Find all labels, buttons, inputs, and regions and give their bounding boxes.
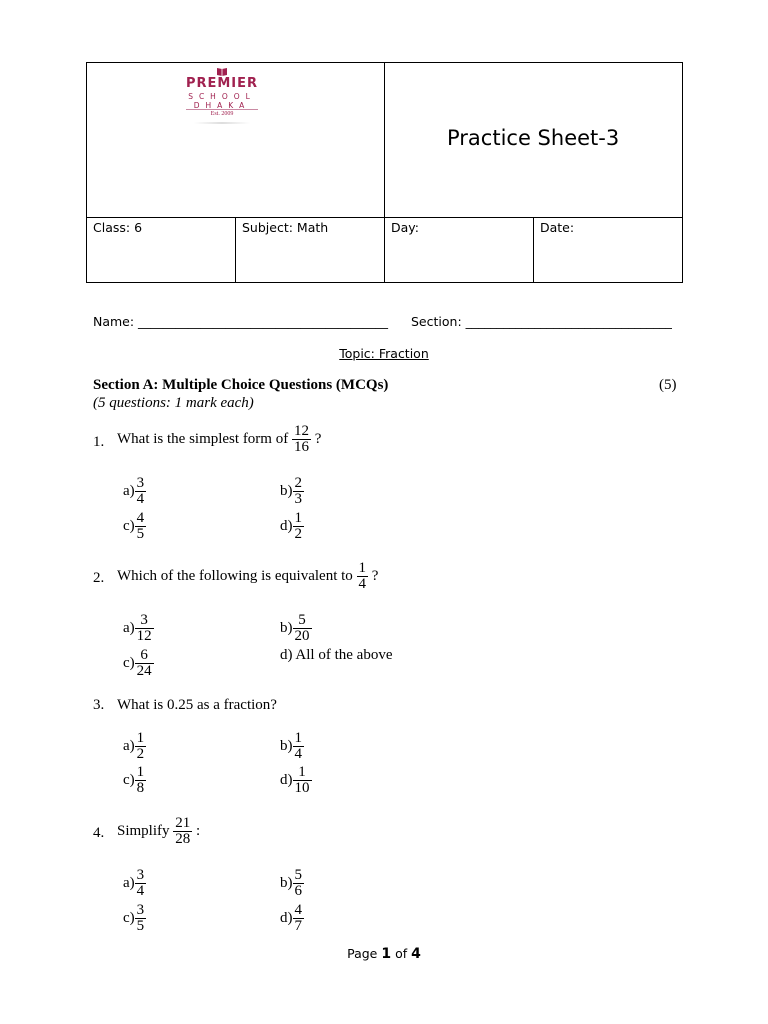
option-4d[interactable]: d) $\frac{4}{7}$ xyxy=(280,902,302,934)
option-2b[interactable]: b) $\frac{5}{20}$ xyxy=(280,612,310,644)
header-divider-class-subject xyxy=(235,217,236,283)
question-text: What is the simplest form of xyxy=(117,430,289,447)
question-4 xyxy=(117,816,200,847)
date-label: Date: xyxy=(540,220,575,235)
sheet-title: Practice Sheet-3 xyxy=(447,126,620,150)
question-number: 2. xyxy=(93,570,105,586)
section-a-marks: (5) xyxy=(659,377,677,393)
logo-line-1: PREMIER xyxy=(185,76,259,91)
option-4c[interactable]: c) $\frac{3}{5}$ xyxy=(123,902,145,934)
logo-line-2: SCHOOL xyxy=(188,92,256,101)
footer-of: of xyxy=(395,946,408,961)
option-3a[interactable]: a) $\frac{1}{2}$ xyxy=(123,730,145,762)
option-3d[interactable]: d) $\frac{1}{10}$ xyxy=(280,764,310,796)
question-text: What is 0.25 as a fraction? xyxy=(117,697,277,713)
option-1b[interactable]: b) $\frac{2}{3}$ xyxy=(280,475,302,507)
option-2a[interactable]: a) $\frac{3}{12}$ xyxy=(123,612,152,644)
option-4b[interactable]: b) $\frac{5}{6}$ xyxy=(280,867,302,899)
question-2 xyxy=(117,561,378,592)
day-label: Day: xyxy=(391,220,419,235)
question-number: 1. xyxy=(93,434,105,450)
logo-est: Est. 2009 xyxy=(210,111,234,117)
option-1c[interactable]: c) $\frac{4}{5}$ xyxy=(123,510,145,542)
class-label: Class: 6 xyxy=(93,220,143,235)
logo-shadow xyxy=(194,122,250,124)
footer-prefix: Page xyxy=(347,946,378,961)
header-divider-horizontal xyxy=(87,217,682,218)
header-divider-day-date xyxy=(533,217,534,283)
section-field: Section: _________________________________ xyxy=(411,314,672,329)
logo-line-3: DHAKA xyxy=(193,101,251,110)
option-2d[interactable]: d) All of the above xyxy=(280,647,393,663)
topic-heading: Topic: Fraction xyxy=(339,346,429,361)
header-table xyxy=(86,62,683,283)
name-field: Name: ________________________________________ xyxy=(93,314,389,329)
question-text: Which of the following is equivalent to xyxy=(117,567,353,584)
question-1 xyxy=(117,424,321,455)
question-fraction: $\frac{12}{16}$ xyxy=(293,423,309,455)
page-footer xyxy=(0,946,768,962)
question-fraction: $\frac{1}{4}$ xyxy=(358,560,367,592)
question-suffix: ? xyxy=(314,430,322,447)
option-3b[interactable]: b) $\frac{1}{4}$ xyxy=(280,730,302,762)
question-text: Simplify xyxy=(117,822,170,839)
subject-label: Subject: Math xyxy=(242,220,329,235)
footer-total-pages: 4 xyxy=(411,946,421,962)
footer-current-page: 1 xyxy=(381,946,392,962)
section-a-title: Section A: Multiple Choice Questions (MCQs) xyxy=(93,377,389,393)
question-suffix: : xyxy=(196,822,201,839)
option-2c[interactable]: c) $\frac{6}{24}$ xyxy=(123,647,152,679)
option-1a[interactable]: a) $\frac{3}{4}$ xyxy=(123,475,145,507)
section-a-subtitle: (5 questions: 1 mark each) xyxy=(93,395,254,411)
question-number: 4. xyxy=(93,825,105,841)
question-number: 3. xyxy=(93,697,105,713)
option-3c[interactable]: c) $\frac{1}{8}$ xyxy=(123,764,145,796)
question-fraction: $\frac{21}{28}$ xyxy=(175,815,191,847)
question-suffix: ? xyxy=(371,567,379,584)
option-1d[interactable]: d) $\frac{1}{2}$ xyxy=(280,510,302,542)
book-icon xyxy=(216,66,228,76)
school-logo xyxy=(182,66,262,126)
question-3 xyxy=(117,697,277,714)
option-4a[interactable]: a) $\frac{3}{4}$ xyxy=(123,867,145,899)
header-divider-vertical xyxy=(384,63,385,282)
